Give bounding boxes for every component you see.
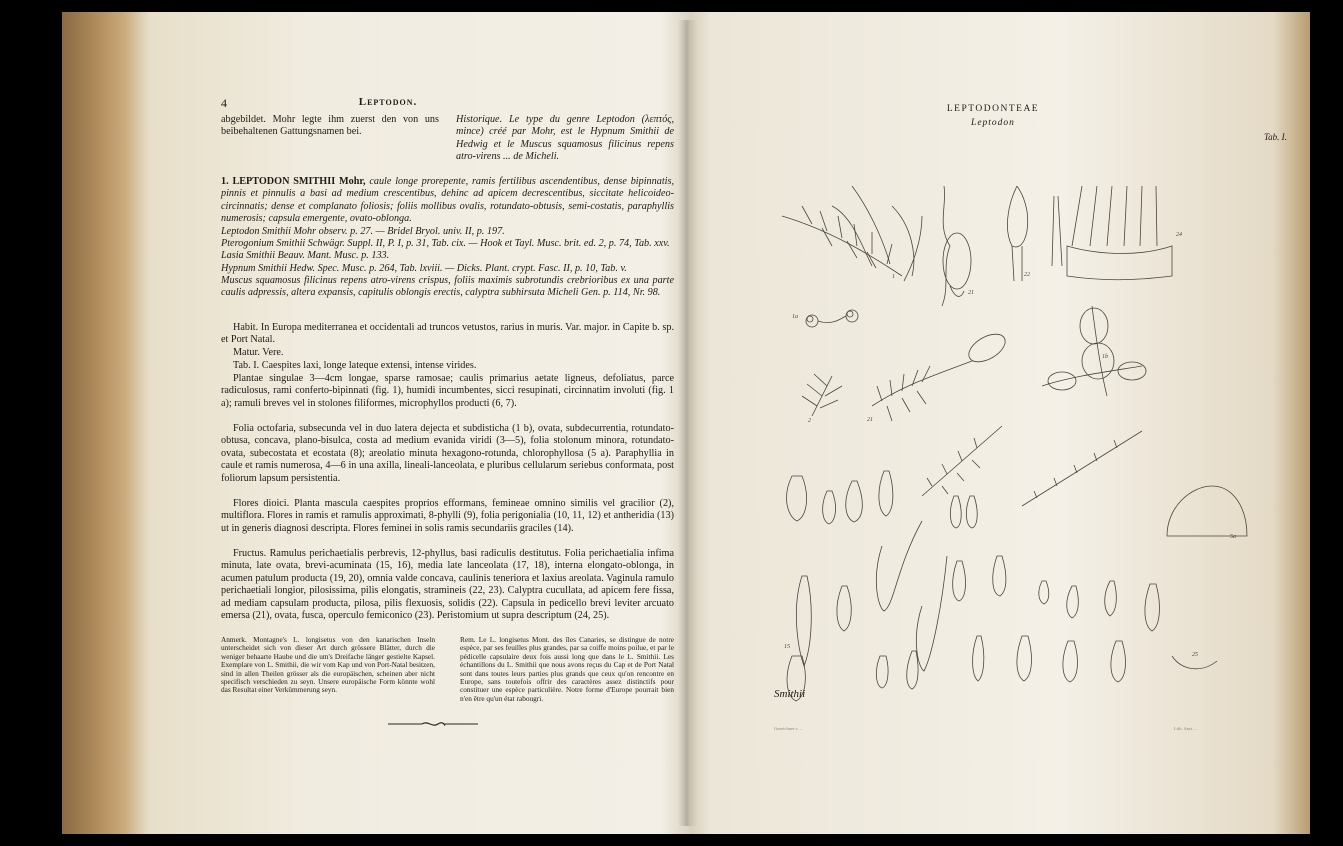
leaf-illustrations [787,471,978,528]
synonym-line: Muscus squamosus filicinus repens atro-virens crispus, foliis maximis subrotundis crebrioribus ex una parte caulis adpressis, altera expansis, capitulis oblongis erectis, calyptra subhirsuta Micheli Gen. p. 114, Nr. 98. [221,274,674,299]
pedicel-illustration [1052,196,1062,266]
svg-text:15: 15 [784,644,790,650]
branch-illustration [1042,306,1146,396]
species-heading: 1. LEPTODON SMITHII Mohr, [221,176,366,187]
svg-text:1: 1 [892,274,895,280]
maturity-line: Matur. Vere. [233,347,284,358]
plate-species-label: Smithii [774,688,806,700]
habitat-paragraph: Habit. In Europa mediterranea et occidentali ad truncos vetustos, rarius in muris. Var. major. in Capite b. sp. et Port Natal. [221,322,674,346]
synonym-line: Lasia Smithii Beauv. Mant. Musc. p. 133. [221,250,390,262]
flores-paragraph: Flores dioici. Planta mascula caespites proprios efformans, femineae omnino similis vel gracilior (2), multiflora. Flores in ramis et ramulis approximati, 8-phylli (9), folia perigonialia (10, 11, 12) et antheridia (13) ut in generis diagnosi descripta. Flores feminei in solis ramis secundariis graciles (14). [221,498,674,534]
intro-french: Historique. Le type du genre Leptodon (λεπτός, mince) créé par Mohr, est le Hypnum Smithii de Hedwig et le Muscus squamosus filicinus repens atro-virens ... de Micheli. [456,114,674,163]
svg-text:5a: 5a [1230,534,1236,540]
tab-line: Tab. I. Caespites laxi, longe lateque extensi, intense virides. [233,360,477,371]
plate-number: Tab. I. [1264,132,1287,142]
folia-paragraph: Folia octofaria, subsecunda vel in duo latera dejecta et subdisticha (1 b), ovata, subdecurrentia, rotundato-obtusa, concava, plano-bisulca, costa ad medium evanida viridi (3—5), folia stolonum minora, rotundato-ovata, subecostata et ecostata (8); areolatio minuta hexagono-rotunda, chlorophyllosa (5 a). Paraphyllia in caule et ramis numerosa, 4—6 in una axilla, lineali-lanceolata, e pluribus cellularum seriebus conformata, post foliorum lapsum persistentia. [221,423,674,484]
perichaetial-leaf-illustrations [787,521,1217,701]
note-french: Rem. Le L. longisetus Mont. des îles Canaries, se distingue de notre espèce, par ses feuilles plus grandes, par sa coiffe moins poilue, et par le pédicelle capsulaire deux fois aussi long que dans le L. Smithii. Les échantillons du L. Smithii que nous avons reçus du Cap et de Port Natal sont dans toutes leurs parties plus grands que ceux qu'on rencontre en Europe, sans toutefois offrir des caractères assez distinctifs pour constituer une espèce particulière. Notre forme d'Europe pourrait bien n'en être qu'un état rabougri. [460,635,674,703]
synonym-line: Hypnum Smithii Hedw. Spec. Musc. p. 264, Tab. lxviii. — Dicks. Plant. crypt. Fasc. II, p. 10, Tab. v. [221,262,627,274]
capsule-illustration [942,186,971,306]
svg-text:25: 25 [1192,652,1198,658]
plate-genus-title: Leptodon [971,118,1015,128]
moss-frond-illustration [782,186,922,281]
right-page [694,26,1292,820]
intro-german: abgebildet. Mohr legte ihm zuerst den von uns beibehaltenen Gattungsnamen bei. [221,114,439,138]
end-ornament [388,720,478,728]
left-page [88,26,683,820]
plate-credit-left: Gezeichnet v. ... [774,726,803,731]
fertile-branch-illustration [872,328,1010,421]
open-book [62,12,1310,834]
svg-text:1b: 1b [1102,354,1108,360]
figure-numbers [784,231,1236,658]
plantae-paragraph: Plantae singulae 3—4cm longae, sparse ramosae; caulis primarius aetate ligneus, defoliatus, parce radiculosus, rami conferto-bipinnati (fig. 1), humidi incumbentes, sicci resupinati, circinnatim involuti (fig. 1 a); ramuli breves vel in stolones filiformes, microphyllos producti (6, 7). [221,373,674,409]
note-german: Anmerk. Montagne's L. longisetus von den kanarischen Inseln unterscheidet sich von dieser Art durch grössere Blätter, durch die weniger behaarte Haube und die um's Dreifache länger gestielte Kapsel. Exemplare von L. Smithii, die wir vom Kap und von Port-Natal besitzen, sind in allen Theilen grösser als die europäischen, scheinen aber nicht specifisch verschieden zu seyn. Unsere europäische Form könnte wohl das Resultat einer Verkümmerung seyn. [221,635,436,695]
page-number: 4 [221,96,227,110]
areolation-illustration [1167,486,1247,536]
plate-credit-right: Lith. Anst. ... [1174,726,1198,731]
svg-text:2: 2 [808,418,811,424]
synonym-line: Leptodon Smithii Mohr observ. p. 27. — Bridel Bryol. univ. II, p. 197. [221,226,505,237]
synonym-line: Pterogonium Smithii Schwägr. Suppl. II, P. I, p. 31, Tab. cix. — Hook et Tayl. Musc. brit. ed. 2, p. 74, Tab. xxv. [221,238,670,250]
species-diagnosis: caule longe prorepente, ramis fertilibus ascendentibus, dense bipinnatis, pinnis et pinnulis a basi ad medium crescentibus, dehinc ad apicem decrescentibus, siccitate helicoideo-circinnatis; dense et complanato foliosis; foliis mollibus ovalis, rotundato-obtusis, semi-costatis, paraphyllis numerosis; capsula emergente, ovato-oblonga. [221,176,675,225]
peristome-illustration [1067,186,1172,280]
svg-text:21: 21 [867,417,873,423]
svg-text:24: 24 [1176,232,1182,238]
svg-text:22: 22 [1024,272,1030,278]
calyptra-illustration [1007,186,1027,281]
plate-family-title: LEPTODONTEAE [946,104,1040,114]
male-plant-illustration [802,374,842,416]
botanical-plate [772,186,1256,731]
circinate-branch-illustration [806,310,858,327]
species-entry [221,176,674,226]
running-head: Leptodon. [358,96,418,108]
fructus-paragraph: Fructus. Ramulus perichaetialis perbrevis, 12-phyllus, basi radiculis destitutus. Folia perichaetialia infima minuta, late ovata, brevi-acuminata (15, 16), media late lanceolata (17, 18), interna elongato-oblonga, in acumen patulum producta (19, 20), omnia valde concava, caulinis teneriora et laxius areolata. Vaginula ramulo perichaetiali longior, pilosissima, pilis elongatis, stramineis (22, 23). Calyptra cucullata, ad apicem fere fissa, ad mediam capsulam producta, pilosa, pilis flexuosis, solidis (22). Capsula in pedicello brevi leviter arcuato emersa (21), ovata, fusca, operculo femiconico (23). Peristomium ut supra descriptum (24, 25). [221,548,674,622]
svg-text:1a: 1a [792,314,798,320]
svg-text:21: 21 [968,290,974,296]
stolon-illustration [922,426,1142,506]
synonymy-block [221,226,674,299]
